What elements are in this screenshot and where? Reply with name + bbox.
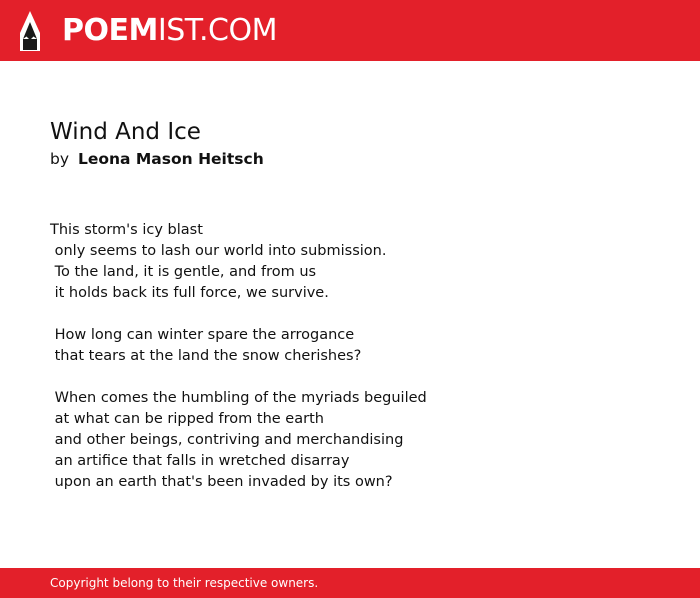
poem-line: an artifice that falls in wretched disarray [50,453,350,469]
pencil-tip-icon [18,10,42,52]
author-link[interactable]: Leona Mason Heitsch [77,150,264,168]
poem-line: at what can be ripped from the earth [50,411,324,427]
site-footer [0,568,700,598]
logo-bold-text: POEM [62,13,158,48]
poem-line: How long can winter spare the arrogance [50,327,355,343]
poem-line: it holds back its full force, we survive. [50,285,329,301]
poem-body [50,220,670,493]
stanza-3 [50,388,670,493]
poem-line: that tears at the land the snow cherishes? [50,348,362,364]
stanza-2 [50,325,670,367]
poem-title: Wind And Ice [50,119,201,145]
poem-line: only seems to lash our world into submission. [50,243,387,259]
poem-line: upon an earth that's been invaded by its own? [50,474,393,490]
stanza-1 [50,220,670,304]
poem-line: When comes the humbling of the myriads beguiled [50,390,427,406]
copyright-notice: Copyright belong to their respective owners. [50,576,319,590]
poem-content [50,117,670,514]
site-logo-text [62,10,277,52]
by-label: by [50,150,70,168]
poem-line: To the land, it is gentle, and from us [50,264,317,280]
poem-line: This storm's icy blast [50,222,203,238]
site-logo-link[interactable] [18,10,277,52]
poem-line: and other beings, contriving and merchandising [50,432,404,448]
byline [50,148,670,170]
site-header [0,0,700,61]
logo-light-text: IST.COM [157,13,277,48]
